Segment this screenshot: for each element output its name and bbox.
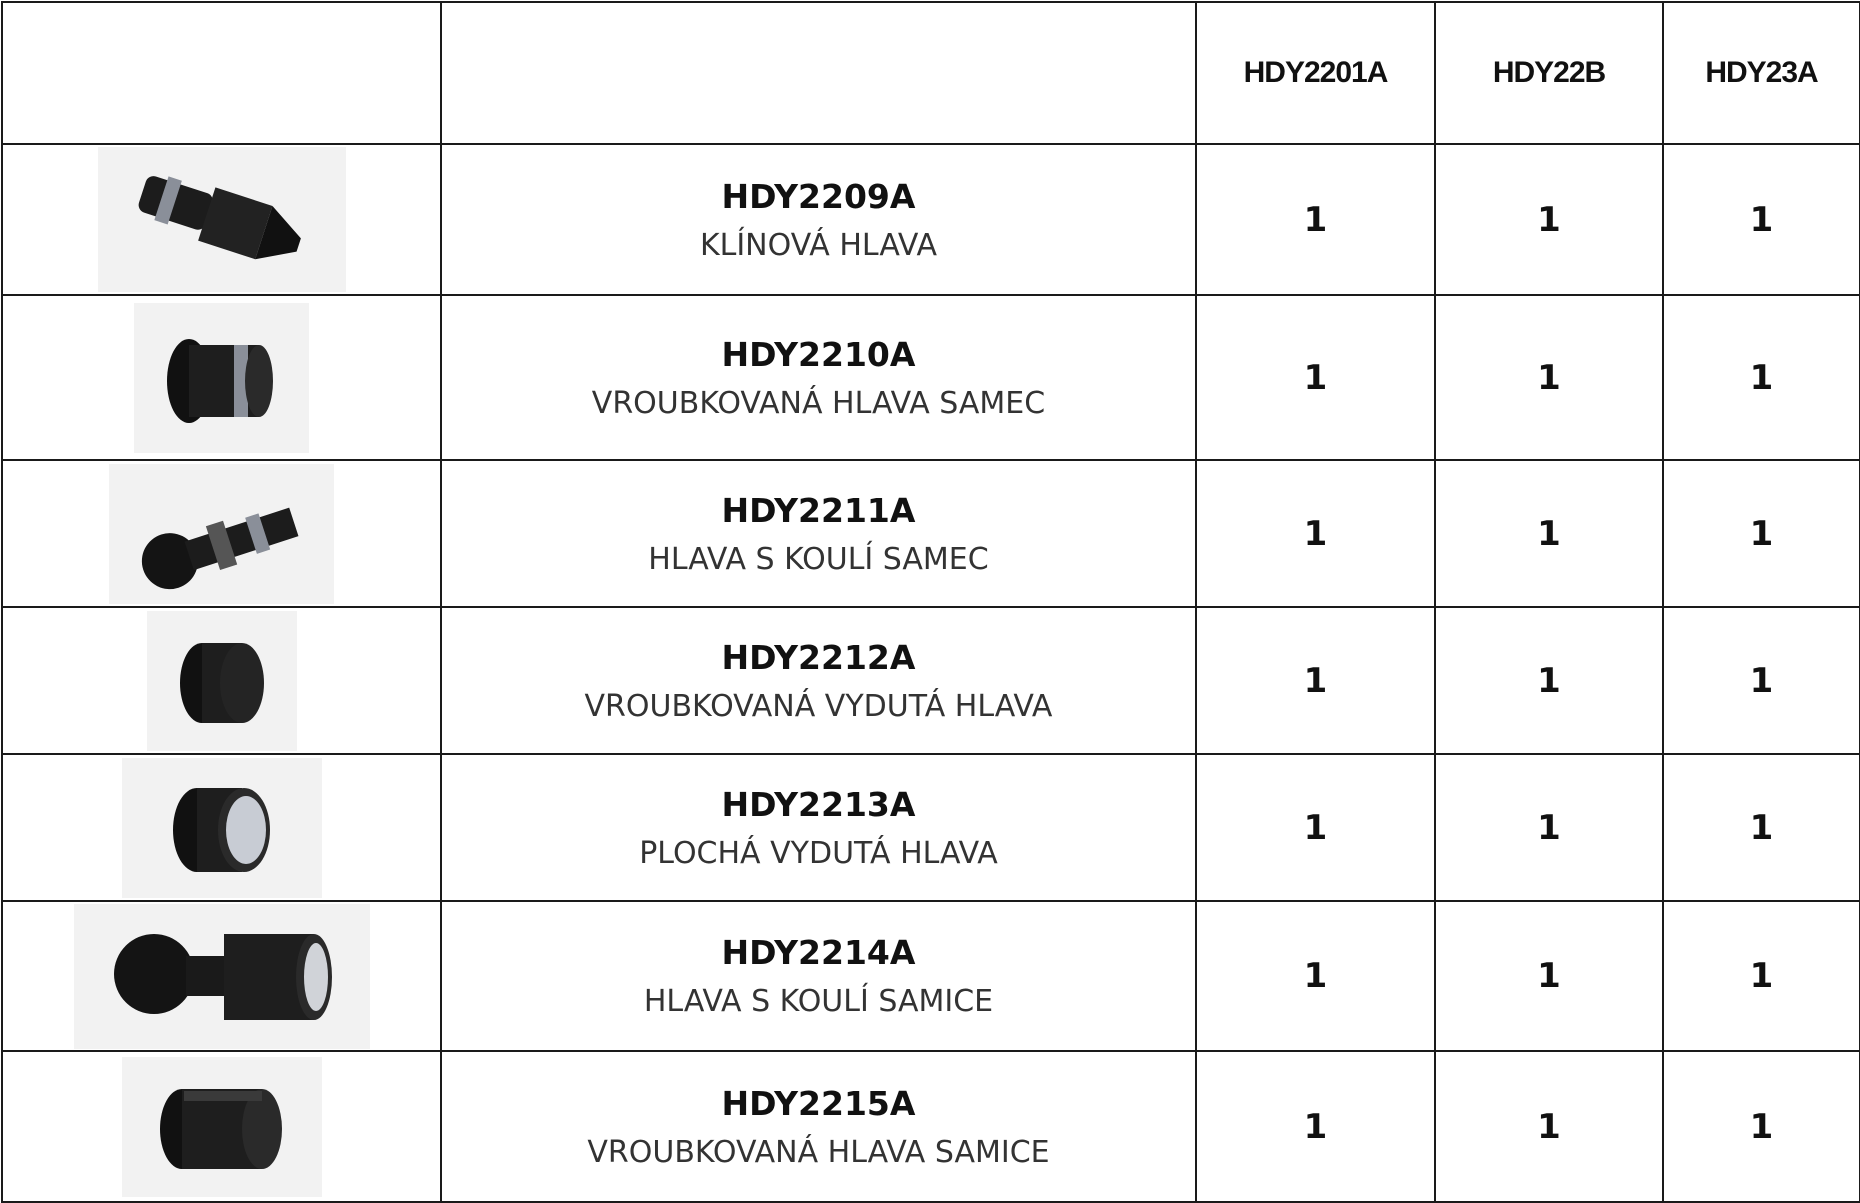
qty-cell: 1 <box>1435 754 1663 901</box>
qty-cell: 1 <box>1196 460 1435 607</box>
description-cell <box>441 460 1196 607</box>
description-cell <box>441 295 1196 460</box>
qty-cell: 1 <box>1435 460 1663 607</box>
part-description: HLAVA S KOULÍ SAMEC <box>648 541 989 577</box>
part-code: HDY2215A <box>721 1083 916 1123</box>
qty-cell: 1 <box>1196 295 1435 460</box>
part-description: PLOCHÁ VYDUTÁ HLAVA <box>639 835 998 871</box>
part-description: KLÍNOVÁ HLAVA <box>699 227 938 263</box>
qty-cell: 1 <box>1663 607 1860 754</box>
part-description: VROUBKOVANÁ HLAVA SAMEC <box>591 385 1046 421</box>
part-code: HDY2210A <box>721 334 916 374</box>
description-cell <box>441 1051 1196 1202</box>
ball-female-head-icon <box>74 904 370 1049</box>
table-row <box>2 295 1860 460</box>
image-cell <box>2 295 441 460</box>
image-cell <box>2 607 441 754</box>
description-cell <box>441 144 1196 295</box>
qty-cell: 1 <box>1196 754 1435 901</box>
table-row <box>2 460 1860 607</box>
table-row <box>2 1051 1860 1202</box>
header-kit-2: HDY22B <box>1435 2 1663 144</box>
grooved-female-head-icon <box>122 1057 322 1197</box>
part-code: HDY2209A <box>721 176 916 216</box>
table-row <box>2 754 1860 901</box>
header-image-cell <box>2 2 441 144</box>
qty-cell: 1 <box>1663 460 1860 607</box>
qty-cell: 1 <box>1663 754 1860 901</box>
header-kit-1: HDY2201A <box>1196 2 1435 144</box>
ball-male-head-icon <box>109 464 334 604</box>
image-cell <box>2 1051 441 1202</box>
part-description: VROUBKOVANÁ VYDUTÁ HLAVA <box>584 688 1053 724</box>
description-cell <box>441 754 1196 901</box>
table-row <box>2 901 1860 1051</box>
header-row <box>2 2 1860 144</box>
qty-cell: 1 <box>1196 144 1435 295</box>
image-cell <box>2 460 441 607</box>
table-row <box>2 607 1860 754</box>
part-code: HDY2212A <box>721 637 916 677</box>
qty-cell: 1 <box>1435 901 1663 1051</box>
header-kit-3: HDY23A <box>1663 2 1860 144</box>
header-description-cell <box>441 2 1196 144</box>
qty-cell: 1 <box>1663 295 1860 460</box>
qty-cell: 1 <box>1663 144 1860 295</box>
qty-cell: 1 <box>1435 1051 1663 1202</box>
qty-cell: 1 <box>1196 901 1435 1051</box>
part-code: HDY2213A <box>721 784 916 824</box>
qty-cell: 1 <box>1196 1051 1435 1202</box>
qty-cell: 1 <box>1435 144 1663 295</box>
part-description: HLAVA S KOULÍ SAMICE <box>643 984 994 1019</box>
part-description: VROUBKOVANÁ HLAVA SAMICE <box>587 1134 1050 1170</box>
image-cell <box>2 144 441 295</box>
grooved-male-head-icon <box>134 303 309 453</box>
qty-cell: 1 <box>1435 607 1663 754</box>
qty-cell: 1 <box>1435 295 1663 460</box>
qty-cell: 1 <box>1663 1051 1860 1202</box>
parts-table <box>1 1 1860 1203</box>
grooved-concave-head-icon <box>147 611 297 751</box>
part-code: HDY2214A <box>721 933 916 972</box>
qty-cell: 1 <box>1196 607 1435 754</box>
description-cell <box>441 901 1196 1051</box>
wedge-head-icon <box>98 147 346 292</box>
image-cell <box>2 901 441 1051</box>
image-cell <box>2 754 441 901</box>
flat-concave-head-icon <box>122 758 322 898</box>
qty-cell: 1 <box>1663 901 1860 1051</box>
description-cell <box>441 607 1196 754</box>
part-code: HDY2211A <box>721 490 916 530</box>
table-row <box>2 144 1860 295</box>
